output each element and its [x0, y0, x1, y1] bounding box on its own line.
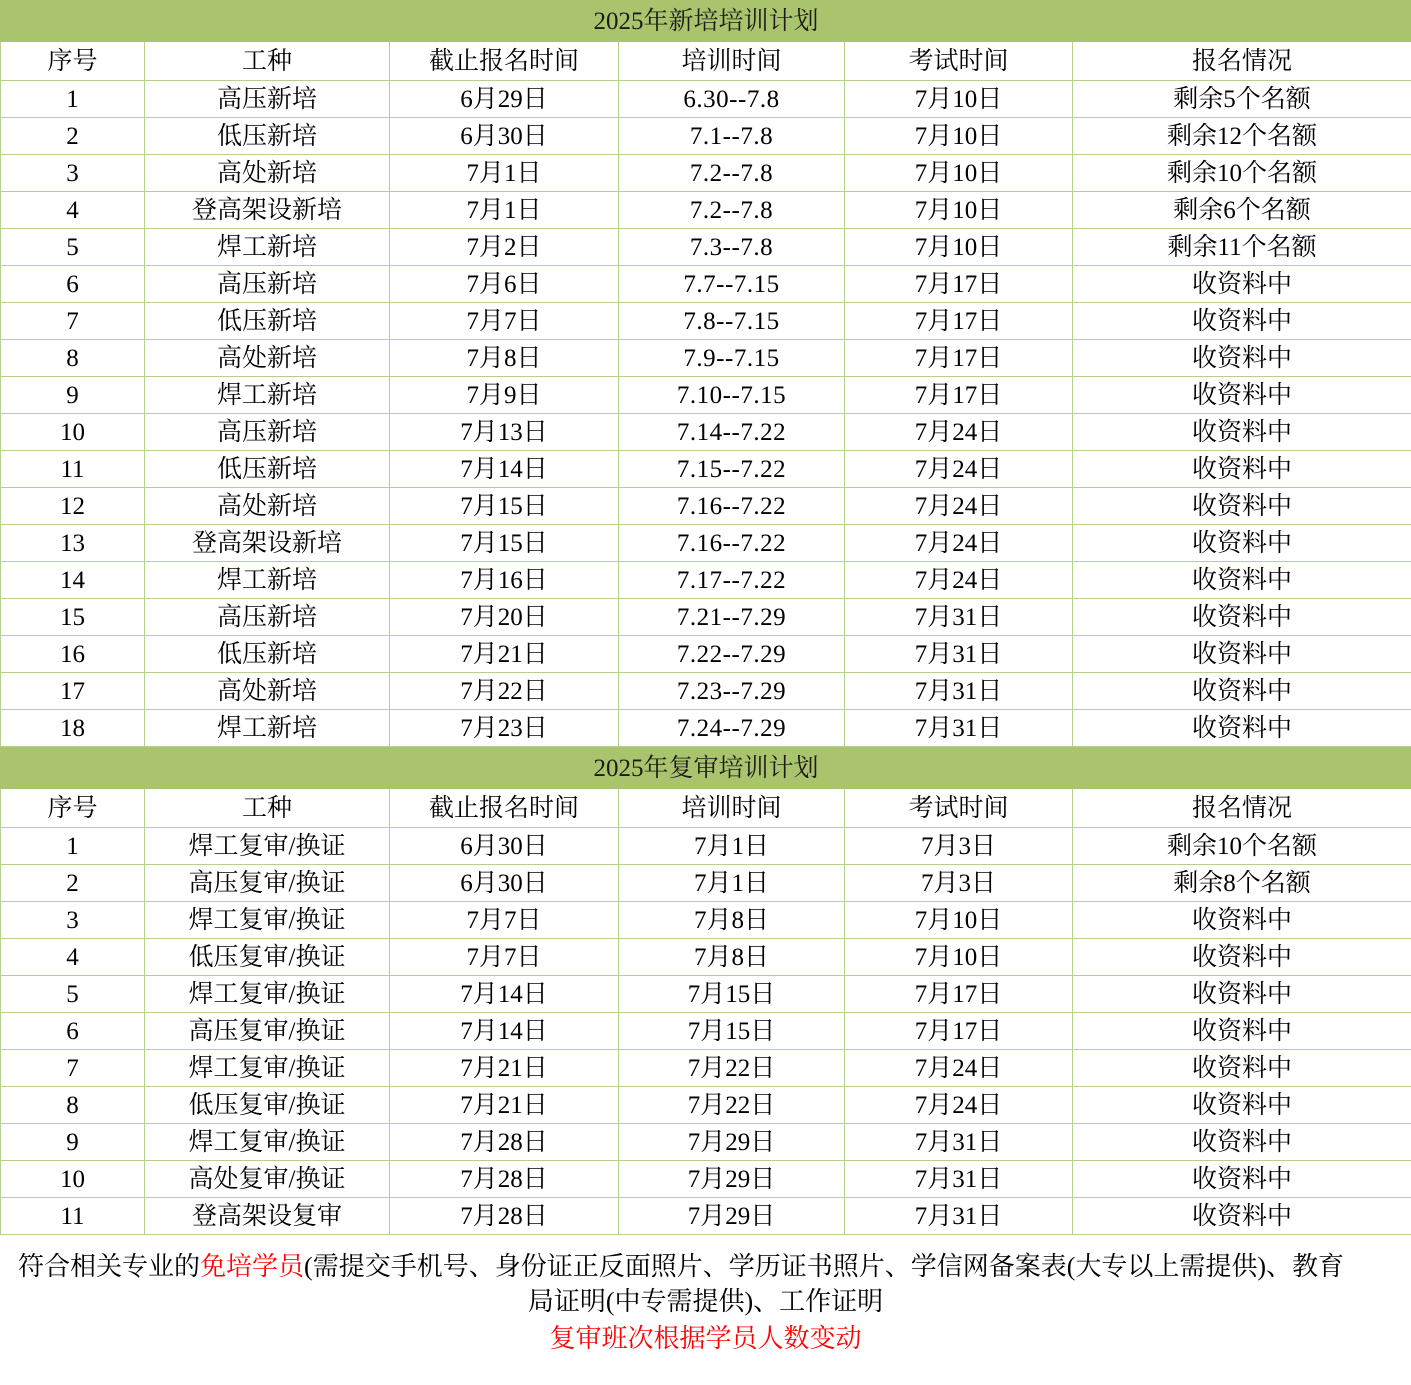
cell-training: 6.30--7.8 [619, 81, 845, 118]
table-row [1, 1050, 1411, 1087]
column-header-trade: 工种 [145, 789, 390, 828]
cell-trade: 焊工新培 [145, 229, 390, 266]
cell-training: 7.2--7.8 [619, 192, 845, 229]
cell-status: 收资料中 [1073, 710, 1411, 747]
table-row [1, 192, 1411, 229]
cell-trade: 低压复审/换证 [145, 939, 390, 976]
cell-exam: 7月10日 [845, 81, 1073, 118]
column-header-trade: 工种 [145, 42, 390, 81]
table-row [1, 902, 1411, 939]
cell-index: 13 [1, 525, 145, 562]
table-row [1, 710, 1411, 747]
cell-status: 剩余5个名额 [1073, 81, 1411, 118]
cell-trade: 低压复审/换证 [145, 1087, 390, 1124]
cell-index: 8 [1, 340, 145, 377]
cell-index: 15 [1, 599, 145, 636]
cell-training: 7.21--7.29 [619, 599, 845, 636]
cell-trade: 登高架设新培 [145, 525, 390, 562]
cell-training: 7月8日 [619, 939, 845, 976]
cell-status: 收资料中 [1073, 414, 1411, 451]
table-row [1, 155, 1411, 192]
cell-trade: 焊工复审/换证 [145, 976, 390, 1013]
cell-index: 3 [1, 902, 145, 939]
cell-status: 收资料中 [1073, 562, 1411, 599]
column-header-registration-deadline: 截止报名时间 [390, 789, 619, 828]
cell-status: 收资料中 [1073, 303, 1411, 340]
cell-trade: 高处复审/换证 [145, 1161, 390, 1198]
cell-trade: 低压新培 [145, 303, 390, 340]
cell-deadline: 6月30日 [390, 865, 619, 902]
cell-deadline: 7月14日 [390, 1013, 619, 1050]
table-row [1, 229, 1411, 266]
cell-exam: 7月24日 [845, 414, 1073, 451]
cell-training: 7.16--7.22 [619, 525, 845, 562]
cell-training: 7月8日 [619, 902, 845, 939]
cell-index: 2 [1, 118, 145, 155]
cell-training: 7.23--7.29 [619, 673, 845, 710]
cell-training: 7.15--7.22 [619, 451, 845, 488]
table-row [1, 865, 1411, 902]
cell-deadline: 7月28日 [390, 1124, 619, 1161]
table-row [1, 976, 1411, 1013]
cell-index: 7 [1, 1050, 145, 1087]
column-header-registration-status: 报名情况 [1073, 42, 1411, 81]
cell-trade: 高处新培 [145, 673, 390, 710]
table-row [1, 673, 1411, 710]
cell-trade: 高压新培 [145, 81, 390, 118]
footnote-requirements: (需提交手机号、身份证正反面照片、学历证书照片、学信网备案表(大专以上需提供)、教育 [304, 1252, 1345, 1281]
cell-status: 收资料中 [1073, 340, 1411, 377]
table-row [1, 1124, 1411, 1161]
cell-trade: 高压新培 [145, 599, 390, 636]
cell-index: 2 [1, 865, 145, 902]
cell-index: 10 [1, 414, 145, 451]
cell-status: 收资料中 [1073, 1161, 1411, 1198]
cell-deadline: 7月22日 [390, 673, 619, 710]
cell-exam: 7月24日 [845, 451, 1073, 488]
cell-trade: 低压新培 [145, 118, 390, 155]
cell-status: 收资料中 [1073, 939, 1411, 976]
cell-exam: 7月24日 [845, 562, 1073, 599]
cell-trade: 高压复审/换证 [145, 1013, 390, 1050]
cell-trade: 高处新培 [145, 155, 390, 192]
cell-index: 9 [1, 1124, 145, 1161]
cell-exam: 7月17日 [845, 266, 1073, 303]
table-row [1, 377, 1411, 414]
cell-trade: 焊工新培 [145, 562, 390, 599]
cell-status: 收资料中 [1073, 1013, 1411, 1050]
cell-training: 7.22--7.29 [619, 636, 845, 673]
cell-exam: 7月17日 [845, 976, 1073, 1013]
cell-status: 收资料中 [1073, 976, 1411, 1013]
cell-trade: 登高架设复审 [145, 1198, 390, 1235]
cell-status: 剩余6个名额 [1073, 192, 1411, 229]
cell-index: 4 [1, 939, 145, 976]
cell-status: 收资料中 [1073, 451, 1411, 488]
cell-status: 收资料中 [1073, 1198, 1411, 1235]
table-row [1, 636, 1411, 673]
cell-index: 9 [1, 377, 145, 414]
cell-deadline: 7月7日 [390, 303, 619, 340]
cell-status: 剩余10个名额 [1073, 155, 1411, 192]
section-title-review-training: 2025年复审培训计划 [1, 748, 1411, 789]
cell-deadline: 7月14日 [390, 976, 619, 1013]
footnote-prefix: 符合相关专业的 [18, 1252, 201, 1281]
cell-training: 7月22日 [619, 1050, 845, 1087]
cell-deadline: 7月7日 [390, 939, 619, 976]
cell-exam: 7月10日 [845, 939, 1073, 976]
cell-training: 7.7--7.15 [619, 266, 845, 303]
section-title-new-training: 2025年新培培训计划 [1, 1, 1411, 42]
footnote-line-1 [18, 1249, 1393, 1284]
cell-exam: 7月24日 [845, 1087, 1073, 1124]
cell-trade: 低压新培 [145, 451, 390, 488]
cell-index: 11 [1, 1198, 145, 1235]
cell-training: 7月29日 [619, 1161, 845, 1198]
cell-training: 7.16--7.22 [619, 488, 845, 525]
cell-exam: 7月17日 [845, 1013, 1073, 1050]
cell-index: 1 [1, 828, 145, 865]
cell-trade: 高处新培 [145, 340, 390, 377]
footnotes [0, 1235, 1411, 1356]
cell-exam: 7月31日 [845, 636, 1073, 673]
cell-exam: 7月10日 [845, 229, 1073, 266]
table-row [1, 414, 1411, 451]
cell-training: 7月29日 [619, 1124, 845, 1161]
cell-trade: 焊工新培 [145, 377, 390, 414]
cell-exam: 7月17日 [845, 303, 1073, 340]
cell-status: 收资料中 [1073, 673, 1411, 710]
column-header-registration-status: 报名情况 [1073, 789, 1411, 828]
cell-exam: 7月31日 [845, 1198, 1073, 1235]
cell-training: 7.2--7.8 [619, 155, 845, 192]
cell-trade: 登高架设新培 [145, 192, 390, 229]
table-header-row [1, 42, 1411, 81]
cell-training: 7.1--7.8 [619, 118, 845, 155]
cell-training: 7月1日 [619, 865, 845, 902]
cell-deadline: 7月15日 [390, 488, 619, 525]
cell-deadline: 7月1日 [390, 192, 619, 229]
cell-status: 收资料中 [1073, 525, 1411, 562]
cell-exam: 7月10日 [845, 118, 1073, 155]
cell-status: 收资料中 [1073, 902, 1411, 939]
cell-status: 剩余12个名额 [1073, 118, 1411, 155]
cell-index: 10 [1, 1161, 145, 1198]
cell-trade: 焊工复审/换证 [145, 1050, 390, 1087]
cell-training: 7.17--7.22 [619, 562, 845, 599]
cell-exam: 7月31日 [845, 710, 1073, 747]
cell-deadline: 7月20日 [390, 599, 619, 636]
cell-index: 5 [1, 229, 145, 266]
table-row [1, 562, 1411, 599]
table-row [1, 118, 1411, 155]
cell-trade: 高处新培 [145, 488, 390, 525]
cell-deadline: 7月9日 [390, 377, 619, 414]
cell-deadline: 7月6日 [390, 266, 619, 303]
cell-trade: 焊工新培 [145, 710, 390, 747]
cell-deadline: 7月21日 [390, 1050, 619, 1087]
table-row [1, 939, 1411, 976]
review-training-plan-table [0, 747, 1411, 1235]
cell-training: 7.10--7.15 [619, 377, 845, 414]
table-row [1, 599, 1411, 636]
cell-status: 剩余8个名额 [1073, 865, 1411, 902]
cell-deadline: 7月14日 [390, 451, 619, 488]
cell-status: 剩余10个名额 [1073, 828, 1411, 865]
cell-exam: 7月10日 [845, 192, 1073, 229]
cell-training: 7月1日 [619, 828, 845, 865]
cell-index: 6 [1, 1013, 145, 1050]
cell-index: 6 [1, 266, 145, 303]
table-row [1, 828, 1411, 865]
table-section-title-row [1, 748, 1411, 789]
cell-index: 8 [1, 1087, 145, 1124]
table-row [1, 1087, 1411, 1124]
cell-index: 14 [1, 562, 145, 599]
table-section-title-row [1, 1, 1411, 42]
cell-index: 5 [1, 976, 145, 1013]
cell-exam: 7月24日 [845, 525, 1073, 562]
table-row [1, 488, 1411, 525]
column-header-index: 序号 [1, 789, 145, 828]
cell-trade: 焊工复审/换证 [145, 1124, 390, 1161]
cell-exam: 7月31日 [845, 1124, 1073, 1161]
cell-training: 7月22日 [619, 1087, 845, 1124]
cell-index: 3 [1, 155, 145, 192]
footnote-line-3: 复审班次根据学员人数变动 [549, 1324, 862, 1354]
column-header-index: 序号 [1, 42, 145, 81]
cell-training: 7.8--7.15 [619, 303, 845, 340]
table-row [1, 451, 1411, 488]
cell-training: 7.9--7.15 [619, 340, 845, 377]
cell-deadline: 7月28日 [390, 1161, 619, 1198]
cell-training: 7月15日 [619, 976, 845, 1013]
cell-status: 收资料中 [1073, 488, 1411, 525]
cell-exam: 7月24日 [845, 488, 1073, 525]
cell-status: 剩余11个名额 [1073, 229, 1411, 266]
cell-index: 18 [1, 710, 145, 747]
cell-trade: 高压新培 [145, 414, 390, 451]
cell-training: 7.14--7.22 [619, 414, 845, 451]
table-row [1, 340, 1411, 377]
cell-deadline: 6月29日 [390, 81, 619, 118]
cell-exam: 7月31日 [845, 1161, 1073, 1198]
cell-training: 7月15日 [619, 1013, 845, 1050]
column-header-exam-date: 考试时间 [845, 789, 1073, 828]
cell-exam: 7月24日 [845, 1050, 1073, 1087]
cell-index: 12 [1, 488, 145, 525]
cell-deadline: 6月30日 [390, 118, 619, 155]
cell-index: 1 [1, 81, 145, 118]
cell-trade: 低压新培 [145, 636, 390, 673]
column-header-exam-date: 考试时间 [845, 42, 1073, 81]
cell-deadline: 7月15日 [390, 525, 619, 562]
cell-exam: 7月17日 [845, 340, 1073, 377]
table-row [1, 1198, 1411, 1235]
cell-trade: 焊工复审/换证 [145, 828, 390, 865]
footnote-highlight-free-training: 免培学员 [200, 1252, 305, 1281]
cell-deadline: 7月23日 [390, 710, 619, 747]
table-row [1, 266, 1411, 303]
cell-index: 11 [1, 451, 145, 488]
cell-status: 收资料中 [1073, 266, 1411, 303]
table-header-row [1, 789, 1411, 828]
cell-trade: 高压新培 [145, 266, 390, 303]
column-header-training-dates: 培训时间 [619, 789, 845, 828]
cell-index: 16 [1, 636, 145, 673]
table-row [1, 81, 1411, 118]
cell-status: 收资料中 [1073, 1050, 1411, 1087]
cell-deadline: 7月8日 [390, 340, 619, 377]
cell-exam: 7月31日 [845, 599, 1073, 636]
cell-status: 收资料中 [1073, 636, 1411, 673]
cell-exam: 7月3日 [845, 865, 1073, 902]
table-row [1, 525, 1411, 562]
cell-exam: 7月31日 [845, 673, 1073, 710]
cell-index: 17 [1, 673, 145, 710]
cell-training: 7月29日 [619, 1198, 845, 1235]
cell-exam: 7月10日 [845, 155, 1073, 192]
column-header-registration-deadline: 截止报名时间 [390, 42, 619, 81]
cell-exam: 7月10日 [845, 902, 1073, 939]
cell-index: 4 [1, 192, 145, 229]
cell-deadline: 7月13日 [390, 414, 619, 451]
table-row [1, 1161, 1411, 1198]
cell-training: 7.24--7.29 [619, 710, 845, 747]
cell-trade: 高压复审/换证 [145, 865, 390, 902]
cell-index: 7 [1, 303, 145, 340]
cell-status: 收资料中 [1073, 1124, 1411, 1161]
cell-deadline: 7月2日 [390, 229, 619, 266]
cell-deadline: 7月28日 [390, 1198, 619, 1235]
cell-deadline: 7月16日 [390, 562, 619, 599]
cell-deadline: 7月21日 [390, 1087, 619, 1124]
cell-status: 收资料中 [1073, 377, 1411, 414]
table-row [1, 303, 1411, 340]
cell-status: 收资料中 [1073, 599, 1411, 636]
cell-exam: 7月3日 [845, 828, 1073, 865]
cell-deadline: 6月30日 [390, 828, 619, 865]
cell-deadline: 7月7日 [390, 902, 619, 939]
cell-status: 收资料中 [1073, 1087, 1411, 1124]
column-header-training-dates: 培训时间 [619, 42, 845, 81]
cell-deadline: 7月21日 [390, 636, 619, 673]
cell-trade: 焊工复审/换证 [145, 902, 390, 939]
footnote-line-2: 局证明(中专需提供)、工作证明 [527, 1287, 884, 1317]
cell-exam: 7月17日 [845, 377, 1073, 414]
cell-deadline: 7月1日 [390, 155, 619, 192]
table-row [1, 1013, 1411, 1050]
cell-training: 7.3--7.8 [619, 229, 845, 266]
